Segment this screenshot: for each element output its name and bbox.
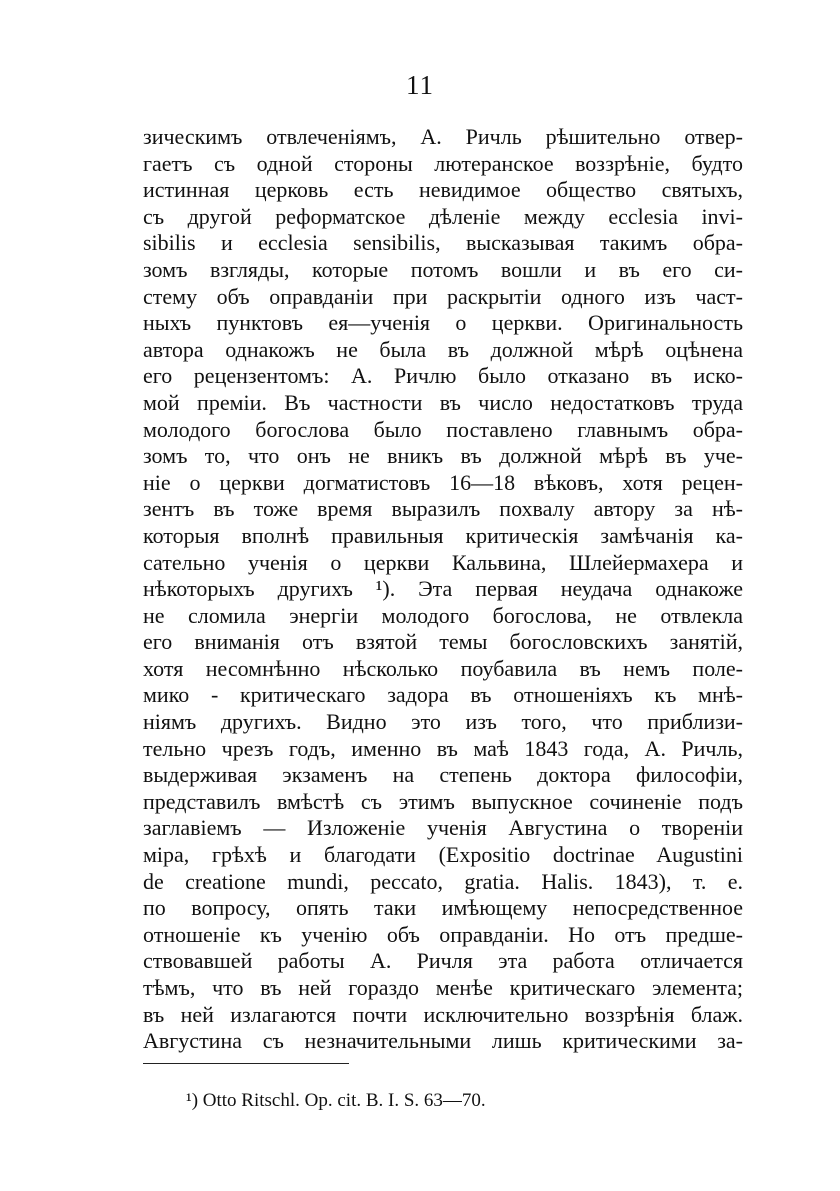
text-line: выдерживая экзаменъ на степень доктора философіи,: [143, 762, 743, 788]
text-line: въ ней излагаются почти исключительно воззрѣнія блаж.: [143, 1001, 743, 1027]
text-line: мико - критическаго задора въ отношеніяхъ къ мнѣ-: [143, 682, 743, 708]
text-line: которыя вполнѣ правильныя критическія замѣчанія ка-: [143, 522, 743, 548]
text-line: ніе о церкви догматистовъ 16—18 вѣковъ, хотя рецен-: [143, 469, 743, 495]
text-line: его рецензентомъ: А. Ричлю было отказано въ иско-: [143, 363, 743, 389]
body-text: [143, 124, 743, 1055]
text-line: заглавіемъ — Изложеніе ученія Августина о твореніи: [143, 815, 743, 841]
text-line: его вниманія отъ взятой темы богословскихъ занятій,: [143, 629, 743, 655]
footnote: ¹) Otto Ritschl. Op. cit. B. I. S. 63—70.: [186, 1090, 486, 1111]
text-line: мой преміи. Въ частности въ число недостатковъ труда: [143, 389, 743, 415]
page-number: 11: [406, 70, 434, 100]
text-line: стему объ оправданіи при раскрытіи одного изъ част-: [143, 283, 743, 309]
text-line: тѣмъ, что въ ней гораздо менѣе критическаго элемента;: [143, 975, 743, 1000]
text-line: тельно чрезъ годъ, именно въ маѣ 1843 года, А. Ричль,: [143, 735, 743, 761]
text-line: ствовавшей работы А. Ричля эта работа отличается: [143, 948, 743, 974]
text-line: съ другой реформатское дѣленіе между ecclesia invi-: [143, 203, 743, 229]
text-line: міра, грѣхѣ и благодати (Expositio doctrinae Augustini: [143, 842, 743, 868]
text-line: зическимъ отвлеченіямъ, А. Ричль рѣшительно отвер-: [143, 124, 743, 149]
text-line: автора однакожъ не была въ должной мѣрѣ оцѣнена: [143, 336, 743, 362]
text-line: зомъ то, что онъ не вникъ въ должной мѣрѣ въ уче-: [143, 443, 743, 469]
text-line: не сломила энергіи молодого богослова, не отвлекла: [143, 602, 743, 628]
text-line: зомъ взгляды, которые потомъ вошли и въ его си-: [143, 256, 743, 282]
text-line: молодого богослова было поставлено главнымъ обра-: [143, 416, 743, 442]
text-line: sibilis и ecclesia sensibilis, высказывая такимъ обра-: [143, 230, 743, 256]
text-line: истинная церковь есть невидимое общество святыхъ,: [143, 177, 743, 203]
text-line: хотя несомнѣнно нѣсколько поубавила въ немъ поле-: [143, 655, 743, 681]
text-line: отношеніе къ ученію объ оправданіи. Но отъ предше-: [143, 921, 743, 947]
text-line: ныхъ пунктовъ ея—ученія о церкви. Оригинальность: [143, 310, 743, 336]
text-line: ніямъ другихъ. Видно это изъ того, что приблизи-: [143, 709, 743, 735]
text-line: de creatione mundi, peccato, gratia. Halis. 1843), т. е.: [143, 868, 743, 894]
text-line: нѣкоторыхъ другихъ ¹). Эта первая неудача однакоже: [143, 576, 743, 602]
text-line: представилъ вмѣстѣ съ этимъ выпускное сочиненіе подъ: [143, 788, 743, 814]
text-line: Августина съ незначительными лишь критическими за-: [143, 1028, 743, 1054]
text-line: сательно ученія о церкви Кальвина, Шлейермахера и: [143, 549, 743, 575]
text-line: по вопросу, опять таки имѣющему непосредственное: [143, 895, 743, 921]
text-line: гаетъ съ одной стороны лютеранское воззрѣніе, будто: [143, 150, 743, 176]
text-line: зентъ въ тоже время выразилъ похвалу автору за нѣ-: [143, 496, 743, 522]
footnote-divider: [143, 1063, 349, 1064]
